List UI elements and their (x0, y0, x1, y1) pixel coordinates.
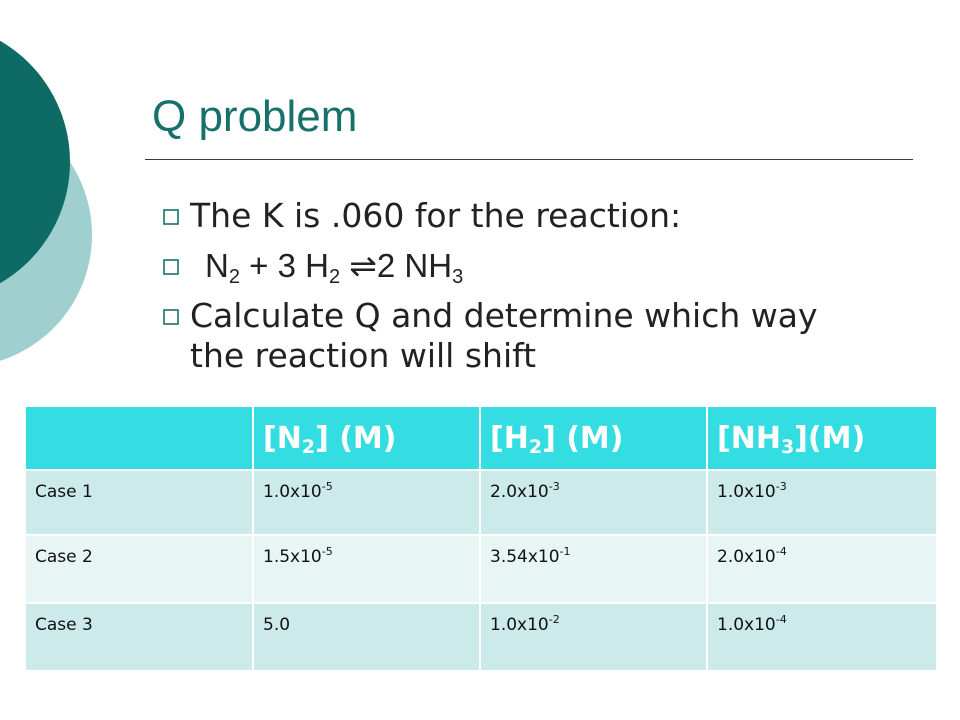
table-header-row (25, 406, 937, 470)
row-label: Case 3 (25, 603, 253, 671)
cell-n2: $1.5x10^{-5}$ (253, 535, 480, 603)
row-label: Case 2 (25, 535, 253, 603)
bullet-text: The K is .060 for the reaction: (190, 196, 682, 235)
cell-n2: $1.0x10^{-5}$ (253, 470, 480, 535)
cell-nh3: $2.0x10^{-4}$ (707, 535, 937, 603)
cell-nh3: $1.0x10^{-3}$ (707, 470, 937, 535)
header-h2: $[H_2]$ (M) (480, 406, 707, 470)
bullet-k-value (160, 196, 880, 236)
header-blank (25, 406, 253, 470)
bullet-text: Calculate Q and determine which way the reaction will shift (190, 296, 818, 375)
table-row (25, 470, 937, 535)
concentration-table (24, 405, 938, 672)
cell-h2: $2.0x10^{-3}$ (480, 470, 707, 535)
cell-n2: 5.0 (253, 603, 480, 671)
bullet-list (160, 196, 880, 386)
cell-h2: $1.0x10^{-2}$ (480, 603, 707, 671)
header-n2: $[N_2]$ (M) (253, 406, 480, 470)
reactant-n-subscript: 2 (228, 266, 240, 288)
decorative-circles (0, 0, 120, 400)
square-bullet-icon (162, 208, 180, 226)
square-bullet-icon (162, 308, 180, 326)
plus-h: + 3 H (239, 247, 329, 284)
cell-nh3: $1.0x10^{-4}$ (707, 603, 937, 671)
reactant-h-subscript: 2 (328, 266, 341, 288)
row-label: Case 1 (25, 470, 253, 535)
bullet-instruction (160, 296, 880, 376)
cell-h2: $3.54x10^{-1}$ (480, 535, 707, 603)
table-row (25, 603, 937, 671)
product-subscript: 3 (452, 266, 464, 288)
square-bullet-icon (162, 258, 180, 276)
table-row (25, 535, 937, 603)
title-divider (145, 159, 913, 160)
equilibrium-arrow: ⇌2 (340, 247, 405, 284)
slide-title: Q problem (152, 92, 358, 141)
product-nh: NH (404, 247, 453, 284)
reactant-n: N (205, 247, 229, 284)
bullet-reaction-equation (160, 246, 880, 286)
header-nh3: $[NH_3](M)$ (707, 406, 937, 470)
